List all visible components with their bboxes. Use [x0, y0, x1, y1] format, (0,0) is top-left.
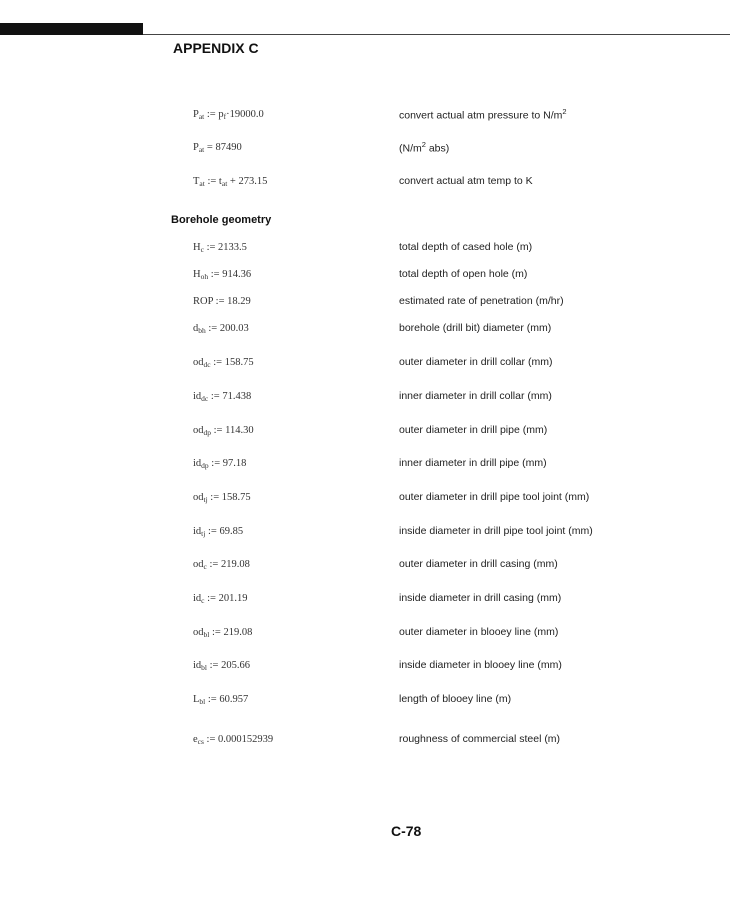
equation-d-bh: $d_{bh}$ := 200.03	[193, 323, 249, 335]
description-od-bl: outer diameter in blooey line (mm)	[399, 626, 559, 638]
equation-od-dp: $od_{dp}$ := 114.30	[193, 425, 254, 437]
equation-od-bl: $od_{bl}$ := 219.08	[193, 627, 253, 639]
equation-od-tj: $od_{tj}$ := 158.75	[193, 492, 251, 504]
section-heading: Borehole geometry	[171, 214, 272, 226]
description-h-oh: total depth of open hole (m)	[399, 268, 528, 280]
equation-t-at: $T_{at}$ := $t_{at} + 273.15$	[193, 176, 268, 188]
equation-id-dc: $id_{dc}$ := 71.438	[193, 391, 252, 403]
equation-od-c: $od_c$ := 219.08	[193, 559, 250, 571]
description-id-c: inside diameter in drill casing (mm)	[399, 592, 562, 604]
description-t-at: convert actual atm temp to K	[399, 175, 533, 187]
description-od-dc: outer diameter in drill collar (mm)	[399, 356, 553, 368]
equation-e-cs: $e_{cs}$ := 0.000152939	[193, 734, 274, 746]
description-od-c: outer diameter in drill casing (mm)	[399, 558, 558, 570]
equation-h-c: $H_c$ := 2133.5	[193, 242, 247, 254]
page-number: C-78	[391, 823, 422, 839]
description-l-bl: length of blooey line (m)	[399, 693, 512, 705]
equation-id-bl: $id_{bl}$ := 205.66	[193, 660, 250, 672]
description-d-bh: borehole (drill bit) diameter (mm)	[399, 322, 552, 334]
equation-id-tj: $id_{tj}$ := 69.85	[193, 526, 244, 538]
equation-id-dp: $id_{dp}$ := 97.18	[193, 458, 247, 470]
description-e-cs: roughness of commercial steel (m)	[399, 733, 561, 745]
equation-l-bl: $L_{bl}$ := 60.957	[193, 694, 249, 706]
equation-p-at-value: $P_{at} = 87490$	[193, 142, 242, 154]
equation-id-c: $id_c$ := 201.19	[193, 593, 248, 605]
appendix-title: APPENDIX C	[173, 40, 259, 56]
description-id-tj: inside diameter in drill pipe tool joint (mm)	[399, 525, 593, 537]
description-od-dp: outer diameter in drill pipe (mm)	[399, 424, 548, 436]
description-od-tj: outer diameter in drill pipe tool joint (mm)	[399, 491, 590, 503]
equation-rop: ROP := 18.29	[193, 296, 251, 307]
description-id-dc: inner diameter in drill collar (mm)	[399, 390, 552, 402]
header-rule	[143, 34, 730, 35]
description-p-at-value: ($N/m^2$ abs)	[399, 140, 450, 155]
description-id-dp: inner diameter in drill pipe (mm)	[399, 457, 547, 469]
description-id-bl: inside diameter in blooey line (mm)	[399, 659, 562, 671]
equation-od-dc: $od_{dc}$ := 158.75	[193, 357, 254, 369]
equation-h-oh: $H_{oh}$ := 914.36	[193, 269, 252, 281]
description-rop: estimated rate of penetration (m/hr)	[399, 295, 564, 307]
description-h-c: total depth of cased hole (m)	[399, 241, 533, 253]
equation-p-at-assign: $P_{at}$ := $p_f\cdot 19000.0$	[193, 109, 264, 121]
header-black-bar	[0, 23, 143, 35]
description-p-at-assign: convert actual atm pressure to $N/m^2$	[399, 107, 567, 122]
